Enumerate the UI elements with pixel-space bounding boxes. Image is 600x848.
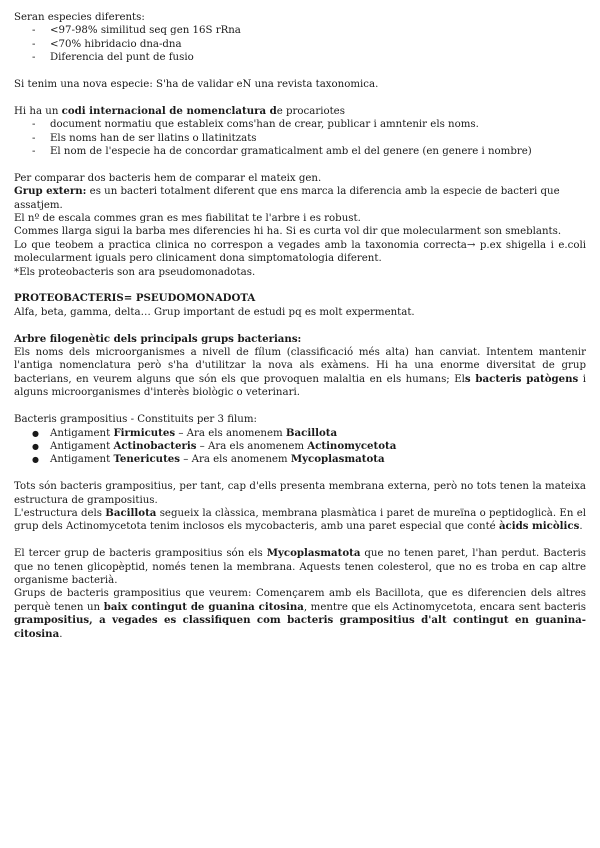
list-item: - El nom de l'especie ha de concordar gramaticalment amb el del genere (en genere i nombre): [14, 145, 586, 158]
list-item: - document normatiu que estableix coms'han de crear, publicar i amntenir els noms.: [14, 118, 586, 131]
proteobacteria-text: Alfa, beta, gamma, delta… Grup important de estudi pq es molt expermentat.: [14, 306, 415, 318]
list-item: ● Antigament Firmicutes – Ara els anomenem Bacillota: [14, 427, 586, 440]
phylogenetic-tree-paragraph: Els noms dels microorganismes a nivell de fílum (classificació més alta) han canviat. Intentem mantenir l'antiga nomenclatura però s'ha d'utilitzar la nova als exàmens. Hi ha una enorme diversitat de grup bacterians, en veurem alguns que són els que provoquen malaltia en els humans; Els bacteris patògens i alguns microorganismes d'interès biològic o veterinari.: [14, 347, 587, 399]
nomenclature-rules-list: [14, 118, 586, 158]
mycolic-acids-term: àcids micòlics: [498, 520, 580, 533]
list-item: - <97-98% similitud seq gen 16S rRna: [14, 24, 586, 37]
proteobacteria-heading: PROTEOBACTERIS= PSEUDOMONADOTA: [14, 292, 256, 305]
outgroup-term: Grup extern:: [14, 185, 87, 198]
mycoplasmatota-paragraph: El tercer grup de bacteris grampositius són els Mycoplasmatota que no tenen paret, l'han perdut. Bacteris que no tenen glicopèptid, només tenen la membrana. Aquests tenen colesterol, que no es troba en cap altre organisme bacterià.: [14, 547, 586, 586]
grampositive-phyla-list: [14, 427, 586, 467]
nomenclature-code-term: codi internacional de nomenclatura d: [61, 104, 277, 117]
list-item: - Els noms han de ser llatins o llatinitzats: [14, 132, 586, 145]
list-item: ● Antigament Actinobacteris – Ara els anomenem Actinomycetota: [14, 440, 586, 453]
phylogenetic-tree-heading: Arbre filogenètic dels principals grups bacterians:: [14, 332, 302, 345]
clinical-practice-note: Lo que teobem a practica clinica no correspon a vegades amb la taxonomia correcta→ p.ex shigella i e.coli molecularment iguals pero clinicament dona simptomatologia diferent.: [14, 239, 586, 265]
list-item: ● Antigament Tenericutes – Ara els anomenem Mycoplasmatota: [14, 453, 586, 466]
document-page: [14, 11, 586, 641]
proteobacteria-rename-note: *Els proteobacteris son ara pseudomonadotas.: [14, 266, 256, 278]
list-item: - Diferencia del punt de fusio: [14, 51, 586, 64]
grampositive-structure-paragraph: Tots són bacteris grampositius, per tant, cap d'ells presenta membrana externa, però no tots tenen la mateixa estructura de grampositius.: [14, 481, 586, 506]
species-criteria-list: [14, 24, 586, 64]
gc-content-paragraph: Grups de bacteris grampositius que veurem: Començarem amb els Bacillota, que es diferencien dels altres perquè tenen un baix contingut de guanina citosina, mentre que els Actinomycetota, encara sent bacteris grampositius, a vegades es classifiquen com bacteris grampositius d'alt contingut en guanina-citosina.: [14, 588, 586, 640]
scale-note: El nº de escala commes gran es mes fiabilitat te l'arbre i es robust.: [14, 213, 361, 225]
list-item: - <70% hibridacio dna-dna: [14, 38, 586, 51]
outgroup-definition: Grup extern: es un bacteri totalment diferent que ens marca la diferencia amb la especie de bacteri que assatjem.: [14, 185, 560, 211]
bacillota-structure-paragraph: L'estructura dels Bacillota segueix la clàssica, membrana plasmàtica i paret de mureïna o peptidoglicà. En el grup dels Actinomycetota tenim inclosos els mycobacteris, amb una paret especial que conté àcids micòlics.: [14, 506, 586, 533]
pathogenic-bacteria-term: s bacteris patògens: [464, 372, 579, 385]
new-species-note: Si tenim una nova especie: S'ha de validar eN una revista taxonomica.: [14, 79, 379, 91]
branch-length-note: Commes llarga sigui la barba mes diferencies hi ha. Si es curta vol dir que molecularment son smeblants.: [14, 226, 562, 238]
compare-bacteria-line: Per comparar dos bacteris hem de comparar el mateix gen.: [14, 172, 322, 184]
nomenclature-code-paragraph: Hi ha un codi internacional de nomenclatura de procariotes: [14, 104, 345, 117]
species-criteria-heading: Seran especies diferents:: [14, 12, 145, 23]
grampositive-heading: Bacteris grampositius - Constituits per 3 filum:: [14, 414, 257, 426]
